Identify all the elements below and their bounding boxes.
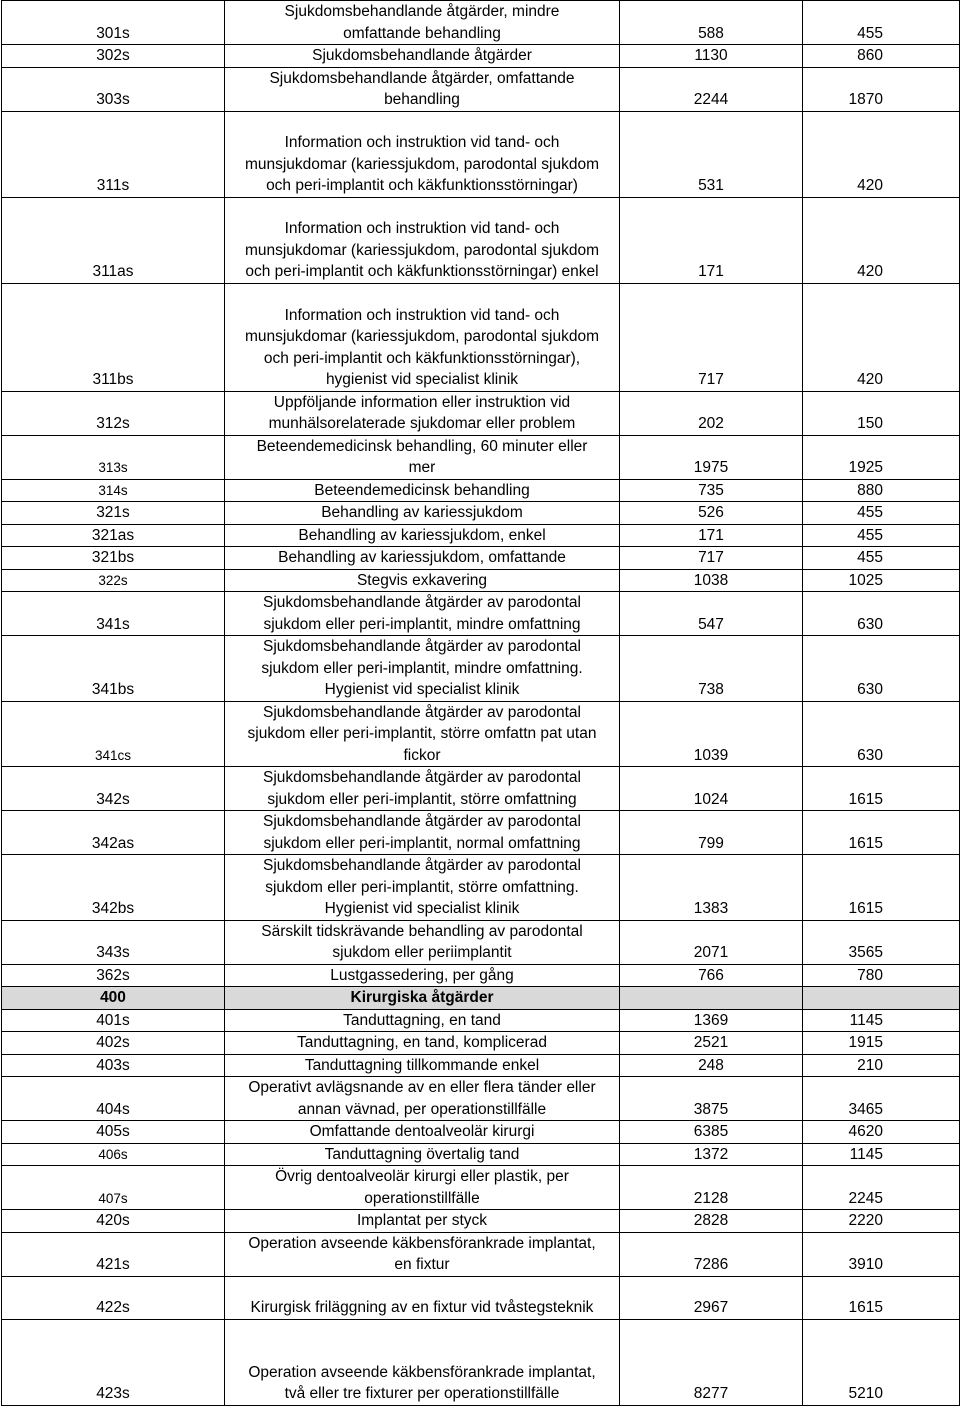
table-row xyxy=(2,111,960,197)
code-cell: 403s xyxy=(2,1054,225,1077)
description-cell: Behandling av kariessjukdom, omfattande xyxy=(225,547,620,570)
table-row xyxy=(2,1232,960,1276)
table-row xyxy=(2,1054,960,1077)
description-cell: Omfattande dentoalveolär kirurgi xyxy=(225,1121,620,1144)
table-row xyxy=(2,767,960,811)
description-cell: Implantat per styck xyxy=(225,1210,620,1233)
patient-price-cell: 2245 xyxy=(803,1166,960,1210)
table-row xyxy=(2,811,960,855)
table-row xyxy=(2,502,960,525)
table-row xyxy=(2,391,960,435)
description-cell: Beteendemedicinsk behandling xyxy=(225,479,620,502)
description-cell: Sjukdomsbehandlande åtgärder av parodontal sjukdom eller peri-implantit, normal omfattning xyxy=(225,811,620,855)
description-cell: Sjukdomsbehandlande åtgärder av parodontal sjukdom eller peri-implantit, större omfattning xyxy=(225,767,620,811)
description-cell: Uppföljande information eller instruktion vid munhälsorelaterade sjukdomar eller problem xyxy=(225,391,620,435)
table-row xyxy=(2,855,960,921)
price-list-table xyxy=(1,0,960,1406)
reference-price-cell: 7286 xyxy=(620,1232,803,1276)
patient-price-cell: 1615 xyxy=(803,855,960,921)
description-cell: Tanduttagning tillkommande enkel xyxy=(225,1054,620,1077)
patient-price-cell: 4620 xyxy=(803,1121,960,1144)
patient-price-cell: 1145 xyxy=(803,1143,960,1166)
description-cell: Beteendemedicinsk behandling, 60 minuter eller mer xyxy=(225,435,620,479)
code-cell: 311as xyxy=(2,197,225,283)
patient-price-cell: 150 xyxy=(803,391,960,435)
patient-price-cell: 860 xyxy=(803,45,960,68)
reference-price-cell: 171 xyxy=(620,197,803,283)
description-cell: Sjukdomsbehandlande åtgärder av parodontal sjukdom eller peri-implantit, större omfattn pat utan fickor xyxy=(225,701,620,767)
patient-price-cell: 455 xyxy=(803,547,960,570)
table-row xyxy=(2,479,960,502)
patient-price-cell: 455 xyxy=(803,524,960,547)
description-cell: Tanduttagning, en tand, komplicerad xyxy=(225,1032,620,1055)
description-cell: Behandling av kariessjukdom xyxy=(225,502,620,525)
description-cell: Särskilt tidskrävande behandling av parodontal sjukdom eller periimplantit xyxy=(225,920,620,964)
code-cell: 401s xyxy=(2,1009,225,1032)
code-cell: 342s xyxy=(2,767,225,811)
table-row xyxy=(2,1121,960,1144)
table-row xyxy=(2,435,960,479)
reference-price-cell: 1130 xyxy=(620,45,803,68)
patient-price-cell: 2220 xyxy=(803,1210,960,1233)
code-cell: 405s xyxy=(2,1121,225,1144)
code-cell: 312s xyxy=(2,391,225,435)
description-cell: Information och instruktion vid tand- och munsjukdomar (kariessjukdom, parodontal sjukdom och peri-implantit och käkfunktionsstörningar) xyxy=(225,111,620,197)
table-row xyxy=(2,920,960,964)
code-cell: 341s xyxy=(2,592,225,636)
code-cell: 404s xyxy=(2,1077,225,1121)
reference-price-cell: 531 xyxy=(620,111,803,197)
patient-price-cell: 1915 xyxy=(803,1032,960,1055)
table-row xyxy=(2,283,960,391)
description-cell: Information och instruktion vid tand- och munsjukdomar (kariessjukdom, parodontal sjukdom och peri-implantit och käkfunktionsstörningar) enkel xyxy=(225,197,620,283)
description-cell: Övrig dentoalveolär kirurgi eller plastik, per operationstillfälle xyxy=(225,1166,620,1210)
patient-price-cell: 630 xyxy=(803,636,960,702)
code-cell: 341cs xyxy=(2,701,225,767)
table-row xyxy=(2,1210,960,1233)
patient-price-cell: 630 xyxy=(803,592,960,636)
table-row xyxy=(2,67,960,111)
reference-price-cell: 202 xyxy=(620,391,803,435)
code-cell: 321s xyxy=(2,502,225,525)
code-cell: 303s xyxy=(2,67,225,111)
reference-price-cell: 1369 xyxy=(620,1009,803,1032)
code-cell: 314s xyxy=(2,479,225,502)
description-cell: Information och instruktion vid tand- och munsjukdomar (kariessjukdom, parodontal sjukdom och peri-implantit och käkfunktionsstörningar), hygienist vid specialist klinik xyxy=(225,283,620,391)
patient-price-cell xyxy=(803,987,960,1010)
table-row xyxy=(2,1009,960,1032)
reference-price-cell: 588 xyxy=(620,1,803,45)
patient-price-cell: 5210 xyxy=(803,1319,960,1405)
reference-price-cell: 1038 xyxy=(620,569,803,592)
reference-price-cell: 1383 xyxy=(620,855,803,921)
table-row xyxy=(2,701,960,767)
table-row xyxy=(2,1319,960,1405)
patient-price-cell: 210 xyxy=(803,1054,960,1077)
table-row xyxy=(2,1,960,45)
patient-price-cell: 1615 xyxy=(803,811,960,855)
reference-price-cell: 526 xyxy=(620,502,803,525)
code-cell: 362s xyxy=(2,964,225,987)
table-row xyxy=(2,592,960,636)
patient-price-cell: 3910 xyxy=(803,1232,960,1276)
patient-price-cell: 880 xyxy=(803,479,960,502)
reference-price-cell: 8277 xyxy=(620,1319,803,1405)
reference-price-cell: 799 xyxy=(620,811,803,855)
description-cell: Sjukdomsbehandlande åtgärder, omfattande behandling xyxy=(225,67,620,111)
code-cell: 400 xyxy=(2,987,225,1010)
reference-price-cell: 2828 xyxy=(620,1210,803,1233)
reference-price-cell: 717 xyxy=(620,283,803,391)
patient-price-cell: 420 xyxy=(803,197,960,283)
code-cell: 342as xyxy=(2,811,225,855)
table-row xyxy=(2,569,960,592)
description-cell: Sjukdomsbehandlande åtgärder av parodontal sjukdom eller peri-implantit, större omfattning. Hygienist vid specialist klinik xyxy=(225,855,620,921)
reference-price-cell: 2521 xyxy=(620,1032,803,1055)
reference-price-cell: 2128 xyxy=(620,1166,803,1210)
price-list-body xyxy=(2,1,960,1406)
reference-price-cell: 2244 xyxy=(620,67,803,111)
code-cell: 421s xyxy=(2,1232,225,1276)
code-cell: 322s xyxy=(2,569,225,592)
code-cell: 342bs xyxy=(2,855,225,921)
table-row xyxy=(2,45,960,68)
table-row xyxy=(2,197,960,283)
description-cell: Operation avseende käkbensförankrade implantat, två eller tre fixturer per operationstillfälle xyxy=(225,1319,620,1405)
table-row xyxy=(2,964,960,987)
patient-price-cell: 1870 xyxy=(803,67,960,111)
description-cell: Stegvis exkavering xyxy=(225,569,620,592)
table-row xyxy=(2,636,960,702)
reference-price-cell: 717 xyxy=(620,547,803,570)
code-cell: 341bs xyxy=(2,636,225,702)
code-cell: 321as xyxy=(2,524,225,547)
description-cell: Sjukdomsbehandlande åtgärder av parodontal sjukdom eller peri-implantit, mindre omfattning xyxy=(225,592,620,636)
reference-price-cell: 735 xyxy=(620,479,803,502)
table-row xyxy=(2,524,960,547)
code-cell: 301s xyxy=(2,1,225,45)
code-cell: 343s xyxy=(2,920,225,964)
description-cell: Tanduttagning, en tand xyxy=(225,1009,620,1032)
reference-price-cell: 547 xyxy=(620,592,803,636)
description-cell: Operation avseende käkbensförankrade implantat, en fixtur xyxy=(225,1232,620,1276)
patient-price-cell: 3565 xyxy=(803,920,960,964)
reference-price-cell: 1039 xyxy=(620,701,803,767)
reference-price-cell: 171 xyxy=(620,524,803,547)
reference-price-cell: 2071 xyxy=(620,920,803,964)
description-cell: Sjukdomsbehandlande åtgärder, mindre omfattande behandling xyxy=(225,1,620,45)
patient-price-cell: 1925 xyxy=(803,435,960,479)
code-cell: 402s xyxy=(2,1032,225,1055)
code-cell: 313s xyxy=(2,435,225,479)
table-row xyxy=(2,1276,960,1319)
patient-price-cell: 780 xyxy=(803,964,960,987)
patient-price-cell: 1025 xyxy=(803,569,960,592)
patient-price-cell: 1145 xyxy=(803,1009,960,1032)
reference-price-cell: 1372 xyxy=(620,1143,803,1166)
patient-price-cell: 630 xyxy=(803,701,960,767)
reference-price-cell: 1024 xyxy=(620,767,803,811)
table-row xyxy=(2,1032,960,1055)
reference-price-cell: 6385 xyxy=(620,1121,803,1144)
patient-price-cell: 420 xyxy=(803,111,960,197)
description-cell: Operativt avlägsnande av en eller flera tänder eller annan vävnad, per operationstillfälle xyxy=(225,1077,620,1121)
reference-price-cell: 3875 xyxy=(620,1077,803,1121)
reference-price-cell: 248 xyxy=(620,1054,803,1077)
patient-price-cell: 3465 xyxy=(803,1077,960,1121)
description-cell: Sjukdomsbehandlande åtgärder xyxy=(225,45,620,68)
code-cell: 422s xyxy=(2,1276,225,1319)
code-cell: 302s xyxy=(2,45,225,68)
table-row xyxy=(2,1143,960,1166)
description-cell: Tanduttagning övertalig tand xyxy=(225,1143,620,1166)
reference-price-cell: 2967 xyxy=(620,1276,803,1319)
code-cell: 311s xyxy=(2,111,225,197)
table-row xyxy=(2,1077,960,1121)
code-cell: 321bs xyxy=(2,547,225,570)
table-row xyxy=(2,1166,960,1210)
code-cell: 311bs xyxy=(2,283,225,391)
code-cell: 407s xyxy=(2,1166,225,1210)
table-row xyxy=(2,547,960,570)
reference-price-cell: 766 xyxy=(620,964,803,987)
code-cell: 420s xyxy=(2,1210,225,1233)
reference-price-cell: 1975 xyxy=(620,435,803,479)
patient-price-cell: 455 xyxy=(803,502,960,525)
description-cell: Sjukdomsbehandlande åtgärder av parodontal sjukdom eller peri-implantit, mindre omfattning. Hygienist vid specialist klinik xyxy=(225,636,620,702)
description-cell: Kirurgisk friläggning av en fixtur vid tvåstegsteknik xyxy=(225,1276,620,1319)
description-cell: Kirurgiska åtgärder xyxy=(225,987,620,1010)
description-cell: Lustgassedering, per gång xyxy=(225,964,620,987)
reference-price-cell: 738 xyxy=(620,636,803,702)
patient-price-cell: 420 xyxy=(803,283,960,391)
table-row xyxy=(2,987,960,1010)
reference-price-cell xyxy=(620,987,803,1010)
description-cell: Behandling av kariessjukdom, enkel xyxy=(225,524,620,547)
patient-price-cell: 1615 xyxy=(803,767,960,811)
code-cell: 423s xyxy=(2,1319,225,1405)
patient-price-cell: 455 xyxy=(803,1,960,45)
code-cell: 406s xyxy=(2,1143,225,1166)
patient-price-cell: 1615 xyxy=(803,1276,960,1319)
